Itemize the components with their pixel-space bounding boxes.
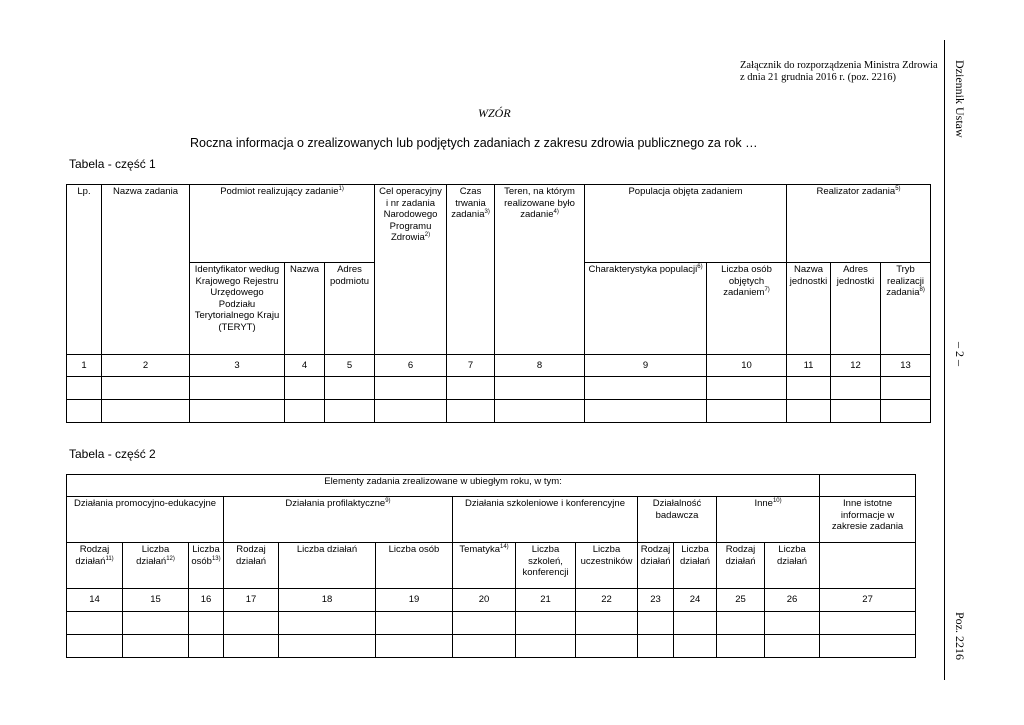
col-rodzaj-inne: Rodzaj działań — [717, 543, 765, 589]
template-label: WZÓR — [478, 106, 511, 120]
num-cell: 18 — [279, 589, 376, 612]
num-cell: 25 — [717, 589, 765, 612]
side-divider — [944, 40, 945, 680]
num-cell: 5 — [325, 355, 375, 377]
num-cell: 2 — [102, 355, 190, 377]
number-row — [67, 355, 931, 377]
num-cell: 19 — [376, 589, 453, 612]
col-podmiot: Podmiot realizujący zadanie$^{1)}$ — [190, 185, 375, 263]
num-cell: 20 — [453, 589, 516, 612]
col-czas: Czas trwania zadania$^{3)}$ — [447, 185, 495, 355]
num-cell: 15 — [123, 589, 189, 612]
num-cell: 24 — [674, 589, 717, 612]
col-rodzaj-bad: Rodzaj działań — [638, 543, 674, 589]
num-cell: 3 — [190, 355, 285, 377]
col-teryt: Identyfikator według Krajowego Rejestru Urzędowego Podziału Terytorialnego Kraju (TERYT) — [190, 263, 285, 355]
num-cell: 26 — [765, 589, 820, 612]
col-adres-podmiotu: Adres podmiotu — [325, 263, 375, 355]
col-rodzaj: Rodzaj działań$^{11)}$ — [67, 543, 123, 589]
annex-note-line2: z dnia 21 grudnia 2016 r. (poz. 2216) — [740, 72, 897, 83]
col-teren: Teren, na którym realizowane było zadanie$^{4)}$ — [495, 185, 585, 355]
col-liczba-dzialan-inne: Liczba działań — [765, 543, 820, 589]
col-realizator: Realizator zadania$^{5)}$ — [787, 185, 931, 263]
col-nazwa-jednostki: Nazwa jednostki — [787, 263, 831, 355]
table2-label: Tabela - część 2 — [69, 447, 156, 461]
num-cell: 14 — [67, 589, 123, 612]
col-liczba-dzialan: Liczba działań$^{12)}$ — [123, 543, 189, 589]
inne-header: Inne$^{10)}$ — [717, 497, 820, 543]
col-lp: Lp. — [67, 185, 102, 355]
num-cell: 7 — [447, 355, 495, 377]
empty-row — [67, 635, 916, 658]
number-row — [67, 589, 916, 612]
col-populacja: Populacja objęta zadaniem — [585, 185, 787, 263]
col-adres-jednostki: Adres jednostki — [831, 263, 881, 355]
col-tryb: Tryb realizacji zadania$^{8)}$ — [881, 263, 931, 355]
num-cell: 4 — [285, 355, 325, 377]
page-number: – 2 – — [953, 342, 967, 366]
num-cell: 1 — [67, 355, 102, 377]
col-liczba-osob: Liczba osób objętych zadaniem$^{7)}$ — [707, 263, 787, 355]
col-charakterystyka: Charakterystyka populacji$^{6)}$ — [585, 263, 707, 355]
num-cell: 11 — [787, 355, 831, 377]
col-liczba-dzialan-prof: Liczba działań — [279, 543, 376, 589]
badawcza-header: Działalność badawcza — [638, 497, 717, 543]
num-cell: 8 — [495, 355, 585, 377]
journal-name: Dziennik Ustaw — [953, 60, 967, 138]
col-cel: Cel operacyjny i nr zadania Narodowego Programu Zdrowia$^{2)}$ — [375, 185, 447, 355]
inne-istotne-header: Inne istotne informacje w zakresie zadania — [820, 497, 916, 543]
col-liczba-osob: Liczba osób$^{13)}$ — [189, 543, 224, 589]
table1-label: Tabela - część 1 — [69, 157, 156, 171]
col-nazwa: Nazwa — [285, 263, 325, 355]
num-cell: 21 — [516, 589, 576, 612]
position-number: Poz. 2216 — [953, 612, 967, 660]
col-tematyka: Tematyka$^{14)}$ — [453, 543, 516, 589]
page-title: Roczna informacja o zrealizowanych lub podjętych zadaniach z zakresu zdrowia publicznego za rok … — [190, 136, 758, 150]
num-cell: 9 — [585, 355, 707, 377]
num-cell: 27 — [820, 589, 916, 612]
annex-note — [740, 60, 938, 84]
col-rodzaj-prof: Rodzaj działań — [224, 543, 279, 589]
num-cell: 17 — [224, 589, 279, 612]
table-part1 — [66, 184, 931, 423]
empty-row — [67, 612, 916, 635]
col-nazwa-zadania: Nazwa zadania — [102, 185, 190, 355]
num-cell: 10 — [707, 355, 787, 377]
num-cell: 23 — [638, 589, 674, 612]
col-liczba-dzialan-bad: Liczba działań — [674, 543, 717, 589]
annex-note-line1: Załącznik do rozporządzenia Ministra Zdrowia — [740, 60, 938, 71]
col-liczba-szkolen: Liczba szkoleń, konferencji — [516, 543, 576, 589]
profilaktyczne-header: Działania profilaktyczne$^{9)}$ — [224, 497, 453, 543]
num-cell: 16 — [189, 589, 224, 612]
empty-row — [67, 400, 931, 423]
promocyjno-header: Działania promocyjno-edukacyjne — [67, 497, 224, 543]
num-cell: 12 — [831, 355, 881, 377]
empty-row — [67, 377, 931, 400]
col-liczba-uczestnikow: Liczba uczestników — [576, 543, 638, 589]
num-cell: 22 — [576, 589, 638, 612]
num-cell: 13 — [881, 355, 931, 377]
num-cell: 6 — [375, 355, 447, 377]
szkoleniowe-header: Działania szkoleniowe i konferencyjne — [453, 497, 638, 543]
elementy-header: Elementy zadania zrealizowane w ubiegłym roku, w tym: — [67, 475, 820, 497]
table-part2 — [66, 474, 916, 658]
col-liczba-osob-prof: Liczba osób — [376, 543, 453, 589]
